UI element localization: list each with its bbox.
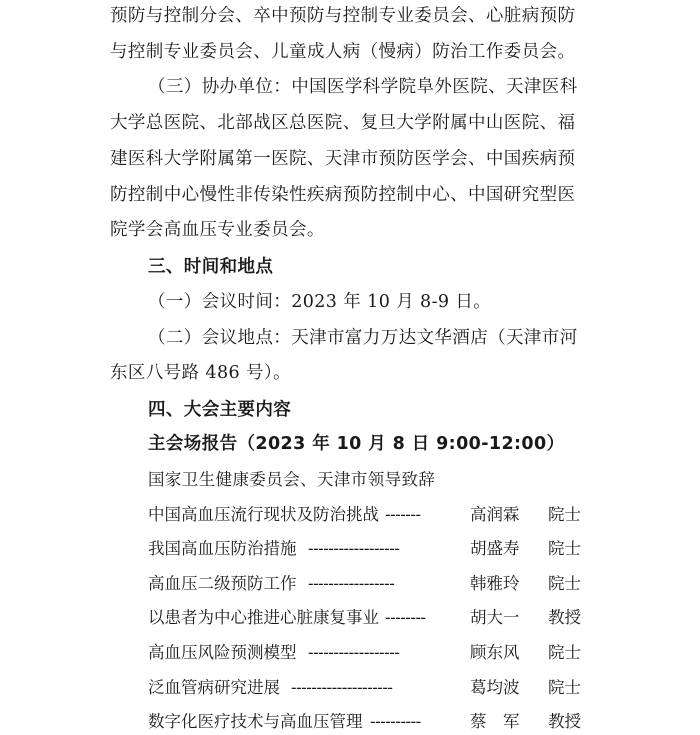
paragraph-line: 大学总医院、北部战区总医院、复旦大学附属中山医院、福: [110, 113, 576, 133]
talk-speaker: 高润霖: [470, 505, 520, 524]
talk-speaker: 葛均波: [470, 678, 520, 697]
talk-speaker: 韩雅玲: [470, 574, 520, 593]
leader-dashes: ------------------: [308, 643, 400, 662]
talk-row: [148, 641, 598, 665]
talk-title: 高血压风险预测模型: [148, 643, 297, 662]
talk-row: [148, 572, 598, 596]
talk-speaker: 胡盛寿: [470, 539, 520, 558]
talk-title: 以患者为中心推进心脏康复事业: [148, 608, 379, 627]
speaker-title: 院士: [548, 574, 581, 593]
speaker-title: 院士: [548, 539, 581, 558]
talk-speaker: 胡大一: [470, 608, 520, 627]
speaker-title: 教授: [548, 712, 581, 731]
paragraph-line: 防控制中心慢性非传染性疾病预防控制中心、中国研究型医: [110, 185, 576, 205]
leader-dashes: -----------------: [308, 574, 395, 593]
paragraph-line: 预防与控制分会、卒中预防与控制专业委员会、心脏病预防: [110, 6, 576, 26]
talk-row: [148, 676, 598, 700]
speaker-title: 院士: [548, 505, 581, 524]
speaker-title: 教授: [548, 608, 581, 627]
talk-speaker: 蔡 军: [470, 712, 520, 731]
paragraph-line: 与控制专业委员会、儿童成人病（慢病）防治工作委员会。: [110, 42, 576, 62]
speaker-title: 院士: [548, 643, 581, 662]
talk-row: [148, 503, 598, 527]
speaker-title: 院士: [548, 678, 581, 697]
talk-row: [148, 537, 598, 561]
paragraph-line: 院学会高血压专业委员会。: [110, 220, 325, 240]
session-title: 主会场报告（2023 年 10 月 8 日 9:00-12:00）: [148, 434, 565, 454]
leader-dashes: -------: [385, 505, 421, 524]
leader-dashes: ----------: [370, 712, 421, 731]
co-organizer-line: （三）协办单位：中国医学科学院阜外医院、天津医科: [148, 77, 578, 97]
talk-title: 中国高血压流行现状及防治挑战: [148, 505, 379, 524]
opening-remarks: 国家卫生健康委员会、天津市领导致辞: [148, 470, 436, 489]
leader-dashes: --------: [385, 608, 426, 627]
leader-dashes: ------------------: [308, 539, 400, 558]
talk-row: [148, 606, 598, 630]
talk-title: 数字化医疗技术与高血压管理: [148, 712, 363, 731]
talk-speaker: 顾东风: [470, 643, 520, 662]
paragraph-line: 建医科大学附属第一医院、天津市预防医学会、中国疾病预: [110, 149, 576, 169]
meeting-place-line: 东区八号路 486 号）。: [110, 363, 291, 383]
talk-row: [148, 710, 598, 734]
meeting-place-line: （二）会议地点：天津市富力万达文华酒店（天津市河: [148, 328, 578, 348]
section-heading-time-place: 三、时间和地点: [148, 257, 274, 277]
meeting-time: （一）会议时间：2023 年 10 月 8-9 日。: [148, 292, 492, 312]
talk-title: 高血压二级预防工作: [148, 574, 297, 593]
talk-title: 泛血管病研究进展: [148, 678, 280, 697]
section-heading-main-content: 四、大会主要内容: [148, 400, 292, 420]
talk-title: 我国高血压防治措施: [148, 539, 297, 558]
leader-dashes: --------------------: [291, 678, 393, 697]
